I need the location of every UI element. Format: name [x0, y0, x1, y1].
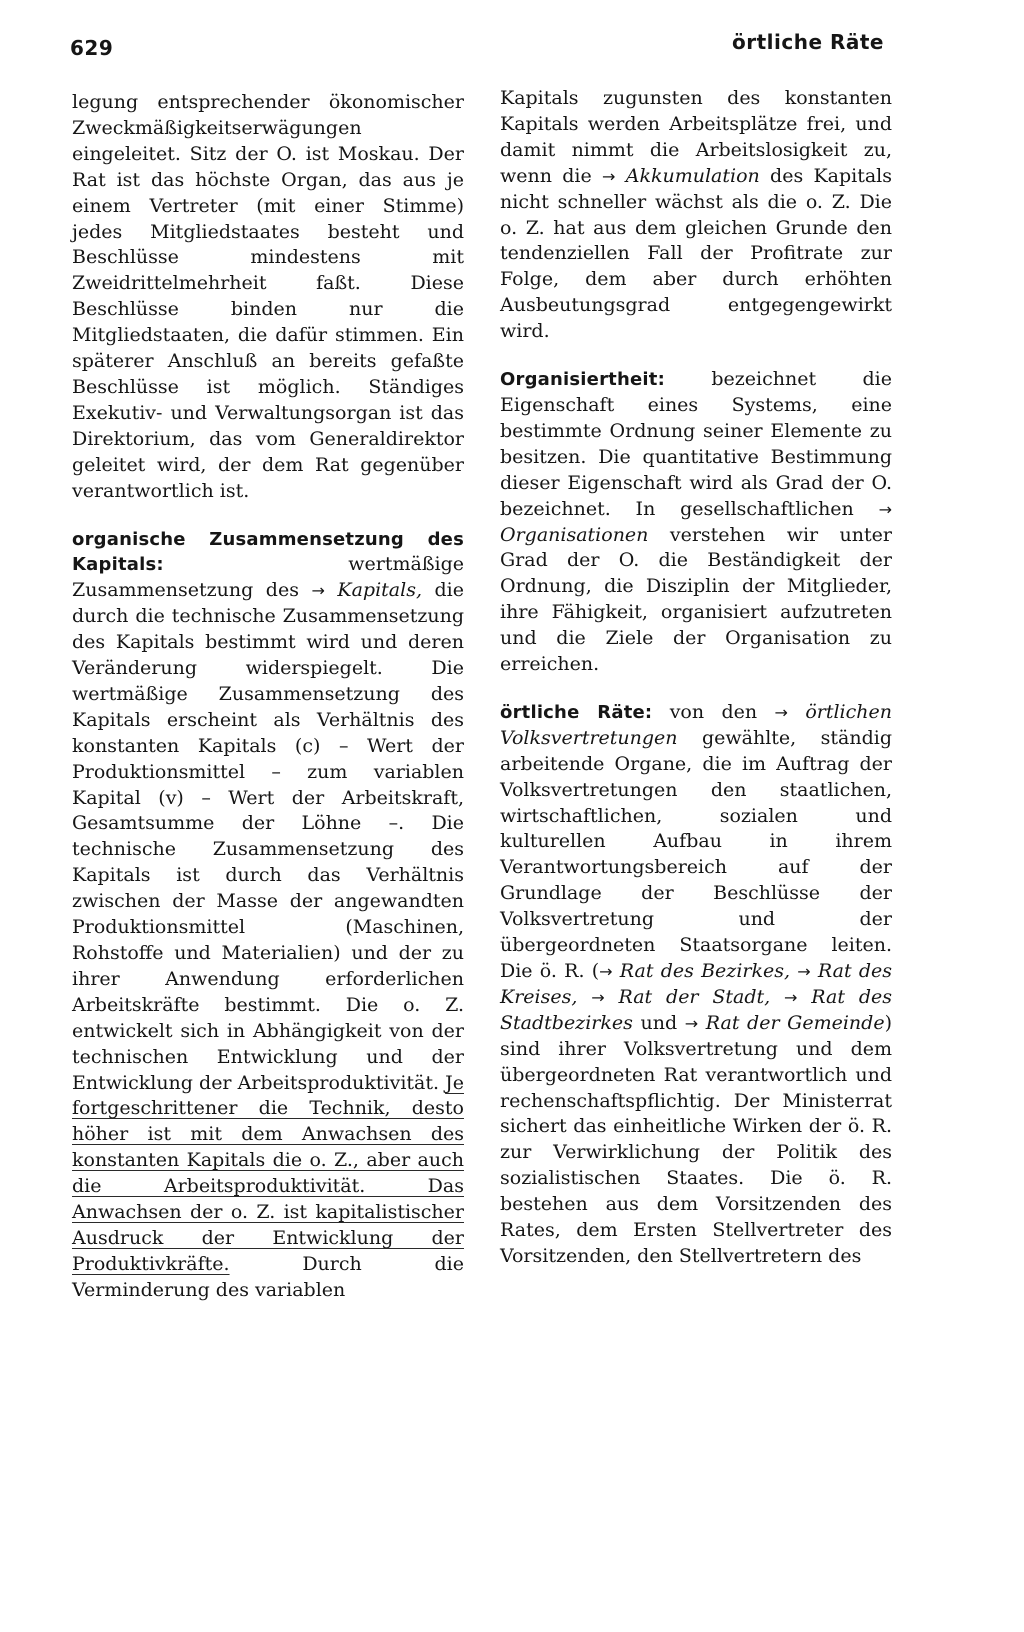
headword: örtliche Räte: — [500, 701, 653, 723]
arrow-icon: → — [784, 987, 798, 1007]
entry-body — [500, 367, 892, 678]
entry-body — [500, 700, 892, 1270]
arrow-icon: → — [591, 987, 605, 1007]
entry-organische-zusammensetzung — [72, 527, 464, 1304]
arrow-icon: → — [878, 499, 892, 519]
entry-text: wertmäßige Zusammensetzung des — [72, 553, 464, 602]
continuation-text: legung entsprechender ökonomischer Zweckmäßigkeitserwägungen eingeleitet. Sitz der O. ist Moskau. Der Rat ist das höchste Organ, das aus je einem Vertreter (mit einer Stimme) jedes Mitgliedstaates besteht und Beschlüsse mindestens mit Zweidrittelmehrheit faßt. Diese Beschlüsse binden nur die Mitgliedstaaten, die dafür stimmen. Ein späterer Anschluß an bereits gefaßte Beschlüsse ist möglich. Ständiges Exekutiv- und Verwaltungsorgan ist das Direktorium, das vom Generaldirektor geleitet wird, der dem Rat gegenüber verantwortlich ist. — [72, 91, 464, 502]
arrow-icon: → — [797, 962, 811, 981]
right-column — [500, 86, 892, 1270]
headword: organische Zusammensetzung des Kapitals: — [72, 528, 464, 576]
headword: Organisiertheit: — [500, 369, 665, 391]
cross-reference: Rat des Stadtbezirkes — [500, 985, 892, 1034]
entry-oertliche-raete — [500, 700, 892, 1270]
entry-continuation-right — [500, 86, 892, 345]
entry-text: des Kapitals nicht schneller wächst als die o. Z. Die o. Z. hat aus dem gleichen Grunde den tendenziellen Fall der Profitrate zur Folge, dem aber durch erhöhten Ausbeutungsgrad entgegengewirkt wird. — [500, 164, 893, 343]
entry-text: die durch die technische Zusammensetzung des Kapitals bestimmt wird und deren Veränderung widerspiegelt. Die wertmäßige Zusammensetzung des Kapitals erscheint als Verhältnis des konstanten Kapitals (c) – Wert der Produktionsmittel – zum variablen Kapital (v) – Wert der Arbeitskraft, Gesamtsumme der Löhne –. Die technische Zusammensetzung des Kapitals ist durch das Verhältnis zwischen der Masse der angewandten Produktionsmittel (Maschinen, Rohstoffe und Materialien) und der zu ihrer Anwendung erforderlichen Arbeitskräfte bestimmt. Die o. Z. entwickelt sich in Abhängigkeit von der technischen Entwicklung und der Entwicklung der Arbeitsproduktivität. — [72, 579, 464, 1094]
entry-organisiertheit — [500, 367, 892, 678]
entry-text: und — [640, 1011, 678, 1034]
cross-reference: Kapitals, — [337, 579, 422, 602]
entry-text: gewählte, ständig arbeitende Organe, die im Auftrag der Volksvertretungen den staatlichen, wirtschaftlichen, sozialen und kulturellen Aufbau in ihrem Verantwortungsbereich auf der Grundlage der Beschlüsse der Volksvertretung und der übergeordneten Staatsorgane leiten. Die ö. R. ( — [500, 726, 893, 982]
cross-reference: Rat des Kreises, — [500, 960, 892, 1008]
continuation-text — [500, 86, 892, 345]
cross-reference: Organisationen — [500, 523, 649, 546]
arrow-icon: → — [684, 1013, 699, 1033]
cross-reference: Rat des Bezirkes, — [619, 960, 791, 982]
entry-continuation-left — [72, 90, 464, 505]
cross-reference: örtlichen Volksvertretungen — [500, 700, 892, 749]
entry-body — [72, 527, 464, 1304]
page-number: 629 — [70, 36, 114, 60]
cross-reference: Rat der Stadt, — [618, 985, 771, 1008]
entry-text: Kapitals zugunsten des konstanten Kapitals werden Arbeitsplätze frei, und damit nimmt die Arbeitslosigkeit zu, wenn die — [500, 87, 892, 187]
left-column — [72, 90, 464, 1304]
arrow-icon: → — [311, 581, 325, 601]
entry-text: von den — [669, 700, 758, 723]
cross-reference: Rat der Gemeinde — [705, 1011, 885, 1034]
entry-text: verstehen wir unter Grad der O. die Beständigkeit der Ordnung, die Disziplin der Mitglieder, ihre Fähigkeit, organisiert aufzutreten und die Ziele der Organisation zu erreichen. — [500, 523, 892, 676]
entry-text: ) sind ihrer Volksvertretung und dem übergeordneten Rat verantwortlich und rechenschaftspflichtig. Der Ministerrat sichert das einheitliche Wirken der ö. R. zur Verwirklichung der Politik des sozialistischen Staates. Die ö. R. bestehen aus dem Vorsitzenden des Rates, dem Ersten Stellvertreter des Vorsitzenden, den Stellvertretern des — [500, 1011, 892, 1267]
entry-text: Durch die Verminderung des variablen — [72, 1252, 464, 1301]
arrow-icon: → — [774, 702, 788, 722]
running-head: örtliche Räte — [731, 30, 884, 54]
entry-text: bezeichnet die Eigenschaft eines Systems, eine bestimmte Ordnung seiner Elemente zu besitzen. Die quantitative Bestimmung dieser Eigenschaft wird als Grad der O. bezeichnet. In gesellschaftlichen — [500, 368, 892, 520]
arrow-icon: → — [602, 166, 616, 186]
cross-reference: Akkumulation — [625, 164, 760, 187]
underlined-passage: Je fortgeschrittener die Technik, desto höher ist mit dem Anwachsen des konstanten Kapitals die o. Z., aber auch die Arbeitsproduktivität. Das Anwachsen der o. Z. ist kapitalistischer Ausdruck der Entwicklung der Produktivkräfte. — [72, 1071, 464, 1275]
arrow-icon: → — [599, 962, 613, 981]
